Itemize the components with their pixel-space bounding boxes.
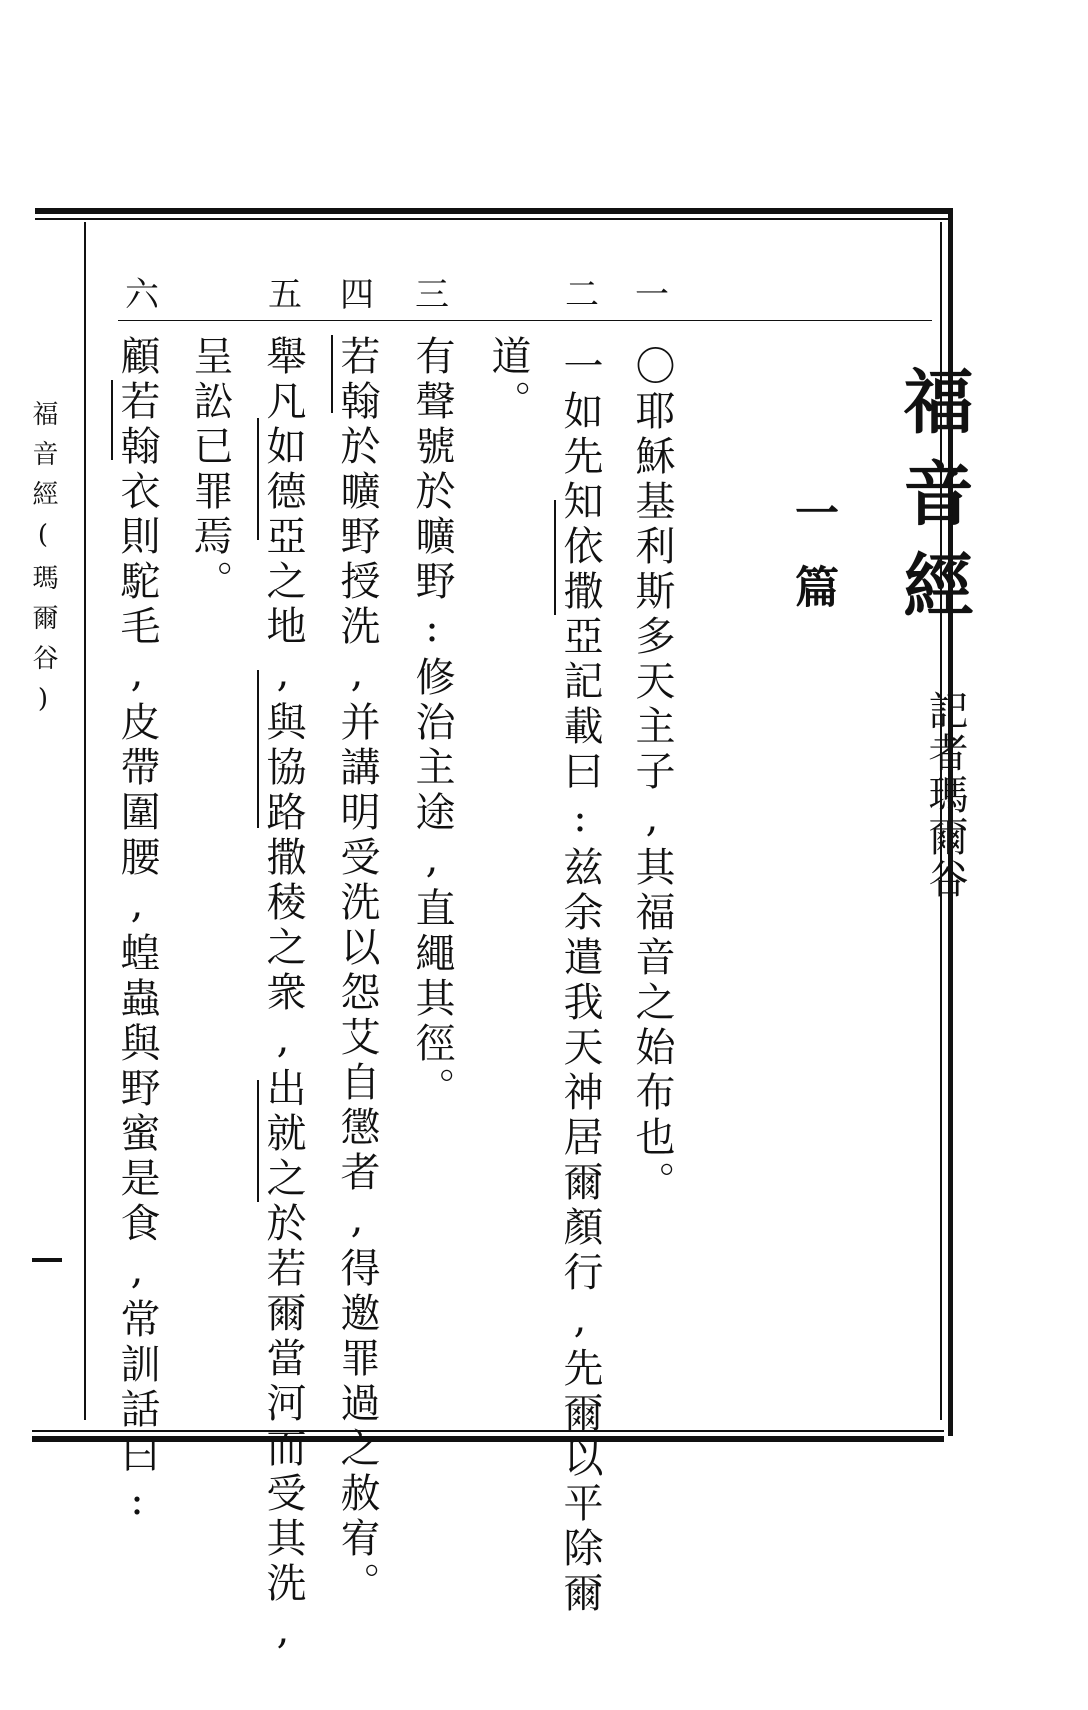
top-border-thin — [35, 218, 953, 220]
verse-text: 顧若翰衣則駝毛,皮帶圍腰,蝗蟲與野蜜是食,常訓話曰: — [114, 335, 160, 1529]
verse-number: 四 — [340, 275, 374, 315]
verse-text: 〇耶穌基利斯多天主子,其福音之始布也。 — [629, 345, 675, 1206]
bottom-border-thin — [32, 1430, 944, 1432]
proper-name-mark — [331, 335, 333, 413]
proper-name-mark — [257, 418, 259, 540]
verse-text: 一如先知依撒亞記載曰:兹余遣我天神居爾顏行,先爾以平除爾 — [557, 345, 603, 1617]
running-title: 福音經(瑪爾谷) — [28, 400, 58, 728]
proper-name-mark — [257, 670, 259, 828]
verse-text: 若翰於曠野授洗,并講明受洗以怨艾自懲者,得邀罪過之赦宥。 — [334, 335, 380, 1607]
folio-page-number — [32, 1258, 62, 1262]
verse-text: 有聲號於曠野:修治主途,直繩其徑。 — [409, 335, 455, 1112]
verse-text-continuation: 呈訟已罪焉。 — [187, 335, 233, 605]
proper-name-mark — [257, 1080, 259, 1202]
verse-number: 二 — [565, 275, 599, 315]
proper-name-mark — [554, 500, 556, 615]
chapter-label: 一篇 — [787, 490, 838, 638]
top-border-thick — [35, 208, 953, 214]
book-title: 福音經 — [892, 365, 975, 641]
verse-number: 一 — [635, 275, 669, 315]
verse-number: 三 — [415, 275, 449, 315]
proper-name-mark — [111, 380, 113, 460]
verse-number: 五 — [268, 275, 302, 315]
left-border — [84, 222, 86, 1420]
verse-text: 舉凡如德亞之地,與協路撒稜之衆,出就之於若爾當河而受其洗, — [260, 335, 306, 1658]
bottom-border-thick — [32, 1436, 944, 1442]
verse-number-divider — [118, 320, 932, 321]
verse-number: 六 — [125, 275, 159, 315]
author-line: 記者瑪爾谷 — [922, 690, 968, 900]
verse-text-continuation: 道。 — [485, 335, 531, 425]
